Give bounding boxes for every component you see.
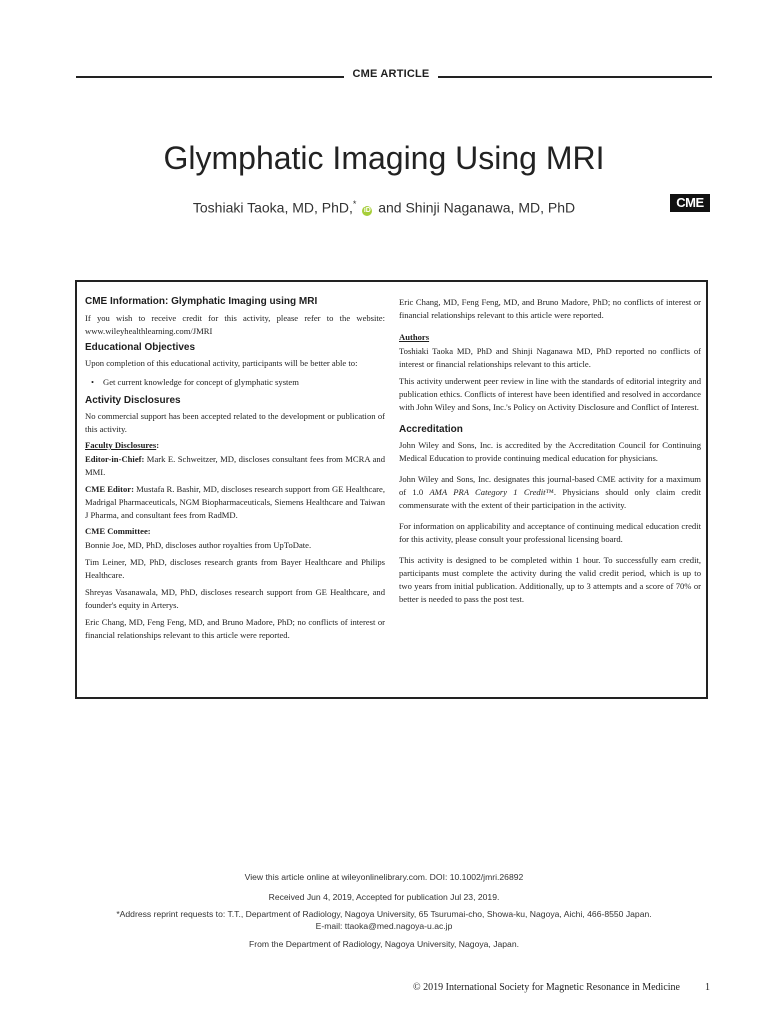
section-label: CME ARTICLE [352, 68, 430, 80]
cme-box-left-column [85, 296, 385, 646]
cme-info-heading: CME Information: Glymphatic Imaging using MRI [85, 296, 318, 307]
accreditation-text: John Wiley and Sons, Inc. is accredited by the Accreditation Council for Continuing Medical Education to provide continuing medical education for physicians. [399, 440, 701, 463]
cme-editor-label: CME Editor: [85, 484, 134, 494]
article-title: Glymphatic Imaging Using MRI [163, 140, 605, 176]
corresponding-mark: * [352, 199, 357, 209]
editor-in-chief-text: Mark E. Schweitzer, MD, discloses consultant fees from MCRA and MMI. [85, 454, 385, 477]
cme-info-text: If you wish to receive credit for this activity, please refer to the website: www.wileyhealthlearning.com/JMRI [85, 313, 385, 336]
orcid-icon[interactable]: iD [363, 206, 371, 214]
copyright-notice: © 2019 International Society for Magnetic Resonance in Medicine [413, 982, 680, 993]
authors-heading-text: Authors [399, 332, 430, 342]
completion-text: This activity is designed to be completed within 1 hour. To successfully earn credit, participants must complete the activity during the valid credit period, which is up to two years from initial publication. Additionally, up to 3 attempts and a score of 70% or better is needed to pass the post test. [399, 555, 701, 604]
bullet-icon: • [91, 377, 95, 387]
objectives-text: Upon completion of this educational activity, participants will be better able to: [85, 358, 358, 368]
author-2: and Shinji Naganawa, MD, PhD [378, 199, 576, 216]
cme-info-box [75, 280, 708, 699]
committee-heading: CME Committee: [85, 526, 151, 536]
contact-email[interactable]: E-mail: ttaoka@med.nagoya-u.ac.jp [315, 921, 453, 931]
licensing-text: For information on applicability and acceptance of continuing medical education credit for this activity, please consult your professional licensing board. [399, 521, 701, 544]
cme-editor-text: Mustafa R. Bashir, MD, discloses research support from GE Healthcare, Madrigal Pharmaceuticals, NGM Biopharmaceuticals, Siemens Healthcare and Taiwan J Pharma, and consultant fees from RadMD. [85, 484, 385, 520]
objectives-heading: Educational Objectives [85, 342, 196, 353]
disclosures-heading: Activity Disclosures [85, 395, 181, 406]
faculty-disclosures [85, 440, 385, 450]
objective-item [91, 376, 385, 389]
disclosures-text: No commercial support has been accepted related to the development or publication of this activity. [85, 411, 385, 434]
header-rule-left [76, 76, 344, 78]
authors-disclosure: Toshiaki Taoka MD, PhD and Shinji Naganawa MD, PhD reported no conflicts of interest or financial relationships relevant to this article. [399, 346, 701, 369]
received-dates: Received Jun 4, 2019, Accepted for publication Jul 23, 2019. [268, 892, 500, 902]
authors-heading [399, 332, 701, 342]
committee-member: Eric Chang, MD, Feng Feng, MD, and Bruno Madore, PhD; no conflicts of interest or financial relationships relevant to this article were reported. [85, 617, 385, 640]
credit-category: AMA PRA Category 1 Credit [429, 487, 546, 497]
peer-review-text: This activity underwent peer review in line with the standards of editorial integrity and publication ethics. Conflicts of interest have been identified and resolved in accordance with John Wiley and Sons, Inc.'s Policy on Activity Disclosure and Conflict of Interest. [399, 376, 701, 412]
committee-member: Tim Leiner, MD, PhD, discloses research grants from Bayer Healthcare and Philips Healthcare. [85, 557, 385, 580]
trademark-mark: ™ [545, 487, 554, 497]
editor-in-chief [85, 453, 385, 479]
page-number: 1 [705, 982, 710, 993]
objective-text: Get current knowledge for concept of glymphatic system [103, 377, 299, 387]
affiliation: From the Department of Radiology, Nagoya University, Nagoya, Japan. [248, 939, 520, 949]
credit-text-a: John Wiley and Sons, Inc. designates this journal-based CME activity for a maximum of 1.0 [399, 474, 701, 497]
header-rule-right [438, 76, 712, 78]
committee-member: Bonnie Joe, MD, PhD, discloses author royalties from UpToDate. [85, 540, 312, 550]
cme-badge: CME [670, 194, 710, 212]
cme-editor [85, 483, 385, 522]
cme-box-right-column [399, 296, 701, 610]
faculty-colon: : [156, 440, 160, 450]
reviewer-disclosure: Eric Chang, MD, Feng Feng, MD, and Bruno Madore, PhD; no conflicts of interest or financial relationships relevant to this article were reported. [399, 297, 701, 320]
author-1: Toshiaki Taoka, MD, PhD, [192, 199, 353, 216]
author-line [0, 199, 768, 216]
committee-member: Shreyas Vasanawala, MD, PhD, discloses research support from GE Healthcare, and founder's equity in Arterys. [85, 587, 385, 610]
editor-in-chief-label: Editor-in-Chief: [85, 454, 145, 464]
credit-text-c: . Physicians should only claim credit commensurate with the extent of their participation in the activity. [399, 487, 701, 510]
accreditation-heading: Accreditation [399, 424, 463, 435]
credit-designation [399, 473, 701, 512]
article-doi-link[interactable]: View this article online at wileyonlinelibrary.com. DOI: 10.1002/jmri.26892 [244, 872, 524, 882]
reprint-address: *Address reprint requests to: T.T., Department of Radiology, Nagoya University, 65 Tsurumai-cho, Showa-ku, Nagoya, Aichi, 466-8550 Japan. [116, 909, 652, 919]
faculty-heading: Faculty Disclosures [85, 440, 157, 450]
